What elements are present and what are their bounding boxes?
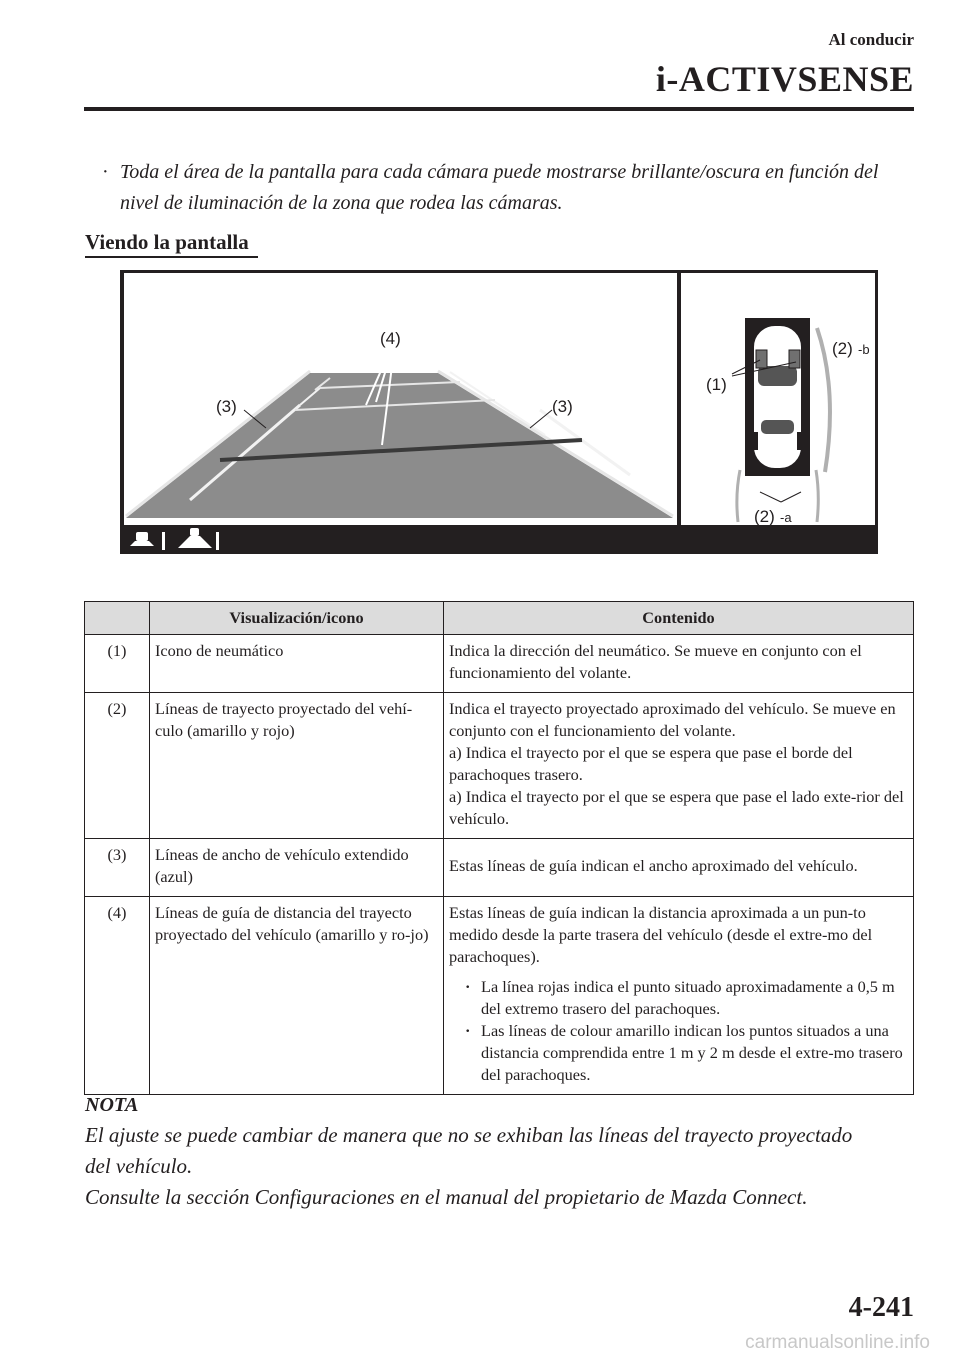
col-header-num bbox=[85, 602, 150, 635]
row-num: (3) bbox=[85, 839, 150, 897]
row-num: (1) bbox=[85, 635, 150, 693]
bullet-icon: · bbox=[102, 161, 109, 183]
watermark: carmanualsonline.info bbox=[745, 1332, 930, 1353]
list-item: · Las líneas de colour amarillo indican los puntos situados a una distancia comprendida entre 1 m y 2 m desde el extre-mo trasero del parachoques. bbox=[465, 1020, 908, 1086]
page-number: 4-241 bbox=[848, 1292, 914, 1323]
col-header-content: Contenido bbox=[444, 602, 914, 635]
section-underline bbox=[85, 256, 258, 258]
camera-display-figure bbox=[120, 270, 878, 554]
row-content bbox=[444, 839, 914, 897]
vehicle-body bbox=[753, 325, 802, 469]
row-content bbox=[444, 635, 914, 693]
note-line: del vehículo. bbox=[85, 1154, 193, 1178]
row-item: Líneas de trayecto proyectado del vehí-culo (amarillo y rojo) bbox=[150, 693, 444, 839]
col-header-item: Visualización/icono bbox=[150, 602, 444, 635]
note-line: Consulte la sección Configuraciones en el manual del propietario de Mazda Connect. bbox=[85, 1185, 808, 1209]
label-2a: (2) bbox=[754, 507, 775, 526]
note-title: NOTA bbox=[85, 1094, 139, 1116]
header-section: Al conducir bbox=[828, 30, 914, 49]
label-1: (1) bbox=[706, 375, 727, 394]
table-row bbox=[85, 897, 914, 1095]
tire-icon-front-left bbox=[756, 350, 767, 368]
label-3-left: (3) bbox=[216, 397, 237, 416]
icon-divider bbox=[162, 532, 165, 550]
row-item: Líneas de guía de distancia del trayecto proyectado del vehículo (amarillo y ro-jo) bbox=[150, 897, 444, 1095]
row-content bbox=[444, 897, 914, 1095]
row-item: Líneas de ancho de vehículo extendido (azul) bbox=[150, 839, 444, 897]
note-line: El ajuste se puede cambiar de manera que no se exhiban las líneas del trayecto proyectado bbox=[85, 1123, 853, 1147]
header-title: i-ACTIVSENSE bbox=[655, 59, 914, 99]
table-row bbox=[85, 635, 914, 693]
table-row bbox=[85, 693, 914, 839]
row-item: Icono de neumático bbox=[150, 635, 444, 693]
intro-note bbox=[100, 157, 920, 219]
table-header-row bbox=[85, 602, 914, 635]
content-bullets bbox=[449, 976, 908, 1086]
intro-text: Toda el área de la pantalla para cada cámara puede mostrarse brillante/oscura en función del nivel de iluminación de la zona que rodea las cámaras. bbox=[120, 161, 879, 214]
section-heading: Viendo la pantalla bbox=[85, 230, 249, 254]
row-content bbox=[444, 693, 914, 839]
display-items-table bbox=[84, 601, 914, 1095]
content-line: Indica la dirección del neumático. Se mueve en conjunto con el funcionamiento del volante. bbox=[449, 641, 862, 682]
content-line: Estas líneas de guía indican el ancho aproximado del vehículo. bbox=[449, 856, 858, 875]
header-rule bbox=[84, 107, 914, 111]
label-4: (4) bbox=[380, 329, 401, 348]
label-3-right: (3) bbox=[552, 397, 573, 416]
camera-display-illustration bbox=[120, 270, 878, 554]
tire-rear-left bbox=[749, 432, 758, 450]
label-2b-suffix: -b bbox=[858, 342, 870, 357]
label-2b: (2) bbox=[832, 339, 853, 358]
tire-rear-right bbox=[797, 432, 806, 450]
content-line: Indica el trayecto proyectado aproximado del vehículo. Se mueve en conjunto con el funcionamiento del volante. bbox=[449, 699, 896, 740]
content-line: Estas líneas de guía indican la distancia aproximada a un pun-to medido desde la parte trasera del vehículo (desde el extre-mo del parachoques). bbox=[449, 903, 873, 966]
row-num: (4) bbox=[85, 897, 150, 1095]
table-row bbox=[85, 839, 914, 897]
row-num: (2) bbox=[85, 693, 150, 839]
content-line: a) Indica el trayecto por el que se espera que pase el lado exte-rior del vehículo. bbox=[449, 787, 904, 828]
content-line: a) Indica el trayecto por el que se espera que pase el borde del parachoques trasero. bbox=[449, 743, 853, 784]
list-item: · La línea rojas indica el punto situado aproximadamente a 0,5 m del extremo trasero del parachoques. bbox=[465, 976, 908, 1020]
label-2a-suffix: -a bbox=[780, 510, 792, 525]
icon-divider-2 bbox=[216, 532, 219, 550]
tire-icon-front-right bbox=[789, 350, 800, 368]
rear-window bbox=[761, 420, 794, 434]
note-body bbox=[85, 1120, 925, 1213]
